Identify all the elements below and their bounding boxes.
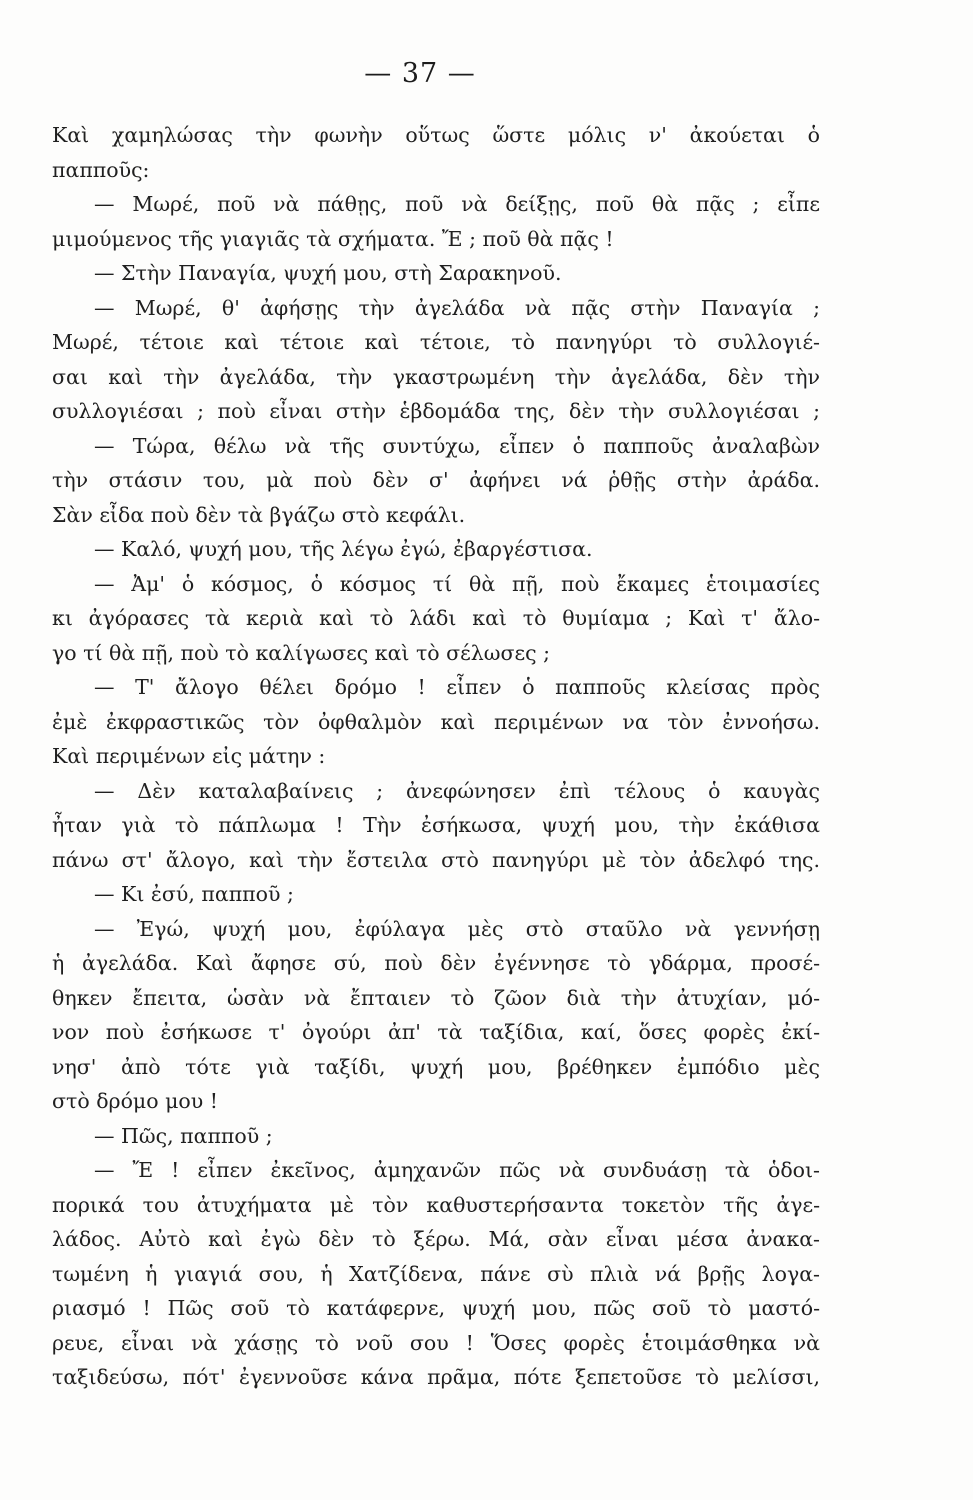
- body-text: [52, 118, 820, 1395]
- text-line: θηκεν ἔπειτα, ὡσὰν νὰ ἔπταιεν τὸ ζῶον διὰ τὴν ἀτυχίαν, μό-: [52, 985, 820, 1010]
- text-line: — Ἐγώ, ψυχή μου, ἐφύλαγα μὲς στὸ σταῦλο νὰ γεννήσῃ: [94, 916, 820, 941]
- text-line: ταξιδεύσω, πότ' ἐγεννοῦσε κάνα πρᾶμα, πότε ξεπετοῦσε τὸ μελίσσι,: [52, 1365, 820, 1389]
- text-line: ἐμὲ ἐκφραστικῶς τὸν ὀφθαλμὸν καὶ περιμένων να τὸν ἐννοήσω.: [52, 709, 820, 734]
- text-line: — Μωρέ, θ' ἀφήσῃς τὴν ἀγελάδα νὰ πᾷς στὴν Παναγία ;: [94, 295, 820, 320]
- text-line: — Δὲν καταλαβαίνεις ; ἀνεφώνησεν ἐπὶ τέλους ὁ καυγὰς: [94, 778, 820, 803]
- text-line: νον ποὺ ἐσήκωσε τ' ὀγούρι ἀπ' τὰ ταξίδια, καί, ὅσες φορὲς ἐκί-: [52, 1020, 820, 1044]
- text-line: — Ἀμ' ὁ κόσμος, ὁ κόσμος τί θὰ πῇ, ποὺ ἔκαμες ἑτοιμασίες: [94, 571, 820, 596]
- text-line: συλλογιέσαι ; ποὺ εἶναι στὴν ἑβδομάδα της, δὲν τὴν συλλογιέσαι ;: [52, 399, 820, 423]
- text-line: μιμούμενος τῆς γιαγιᾶς τὰ σχήματα. Ἔ ; ποῦ θὰ πᾷς !: [52, 226, 614, 251]
- text-line: σαι καὶ τὴν ἀγελάδα, τὴν γκαστρωμένη τὴν ἀγελάδα, δὲν τὴν: [52, 364, 820, 389]
- text-line: — Στὴν Παναγία, ψυχή μου, στὴ Σαρακηνοῦ.: [94, 261, 562, 285]
- text-line: ριασμό ! Πῶς σοῦ τὸ κατάφερνε, ψυχή μου, πῶς σοῦ τὸ μαστό-: [52, 1296, 820, 1320]
- text-line: — Κι ἐσύ, παπποῦ ;: [94, 882, 294, 906]
- text-line: — Ἔ ! εἶπεν ἐκεῖνος, ἀμηχανῶν πῶς νὰ συνδυάσῃ τὰ ὁδοι-: [94, 1158, 820, 1182]
- text-line: Μωρέ, τέτοιε καὶ τέτοιε καὶ τέτοιε, τὸ πανηγύρι τὸ συλλογιέ-: [52, 330, 820, 354]
- text-line: πάνω στ' ἄλογο, καὶ τὴν ἔστειλα στὸ πανηγύρι μὲ τὸν ἀδελφό της.: [52, 847, 820, 872]
- text-line: Σὰν εἶδα ποὺ δὲν τὰ βγάζω στὸ κεφάλι.: [52, 502, 466, 527]
- text-line: — Καλό, ψυχή μου, τῆς λέγω ἐγώ, ἐβαργέστισα.: [94, 537, 593, 561]
- text-line: τὴν στάσιν του, μὰ ποὺ δὲν σ' ἀφήνει νά ῥθῇς στὴν ἀράδα.: [52, 468, 820, 492]
- text-line: — Μωρέ, ποῦ νὰ πάθῃς, ποῦ νὰ δείξῃς, ποῦ θὰ πᾷς ; εἶπε: [94, 192, 820, 216]
- text-line: πορικά του ἀτυχήματα μὲ τὸν καθυστερήσαντα τοκετὸν τῆς ἀγε-: [52, 1192, 820, 1217]
- text-line: Καὶ χαμηλώσας τὴν φωνὴν οὕτως ὥστε μόλις ν' ἀκούεται ὁ: [52, 123, 820, 147]
- text-line: κι ἀγόρασες τὰ κεριὰ καὶ τὸ λάδι καὶ τὸ θυμίαμα ; Καὶ τ' ἄλο-: [52, 606, 820, 630]
- text-line: Καὶ περιμένων εἰς μάτην :: [52, 744, 326, 768]
- text-line: στὸ δρόμο μου !: [52, 1089, 218, 1113]
- text-line: — Τώρα, θέλω νὰ τῆς συντύχω, εἶπεν ὁ παπποῦς ἀναλαβὼν: [94, 433, 820, 458]
- text-line: — Τ' ἄλογο θέλει δρόμο ! εἶπεν ὁ παπποῦς κλείσας πρὸς: [94, 675, 820, 699]
- text-line: νησ' ἀπὸ τότε γιὰ ταξίδι, ψυχή μου, βρέθηκεν ἐμπόδιο μὲς: [52, 1054, 820, 1079]
- page-number: — 37 —: [364, 58, 476, 89]
- text-line: — Πῶς, παπποῦ ;: [94, 1123, 273, 1148]
- text-line: γο τί θὰ πῇ, ποὺ τὸ καλίγωσες καὶ τὸ σέλωσες ;: [52, 640, 551, 665]
- text-line: τωμένη ἡ γιαγιά σου, ἡ Χατζίδενα, πάνε σὺ πλιὰ νά βρῇς λογα-: [52, 1261, 820, 1286]
- text-line: ρευε, εἶναι νὰ χάσῃς τὸ νοῦ σου ! Ὅσες φορὲς ἑτοιμάσθηκα νὰ: [52, 1330, 820, 1355]
- text-line: παπποῦς:: [52, 157, 150, 182]
- text-line: ἡ ἀγελάδα. Καὶ ἄφησε σύ, ποὺ δὲν ἐγέννησε τὸ γδάρμα, προσέ-: [52, 951, 820, 975]
- text-line: ἦταν γιὰ τὸ πάπλωμα ! Τὴν ἐσήκωσα, ψυχή μου, τὴν ἐκάθισα: [52, 813, 820, 837]
- text-line: λάδος. Αὐτὸ καὶ ἐγὼ δὲν τὸ ξέρω. Μά, σὰν εἶναι μέσα ἀνακα-: [52, 1227, 820, 1251]
